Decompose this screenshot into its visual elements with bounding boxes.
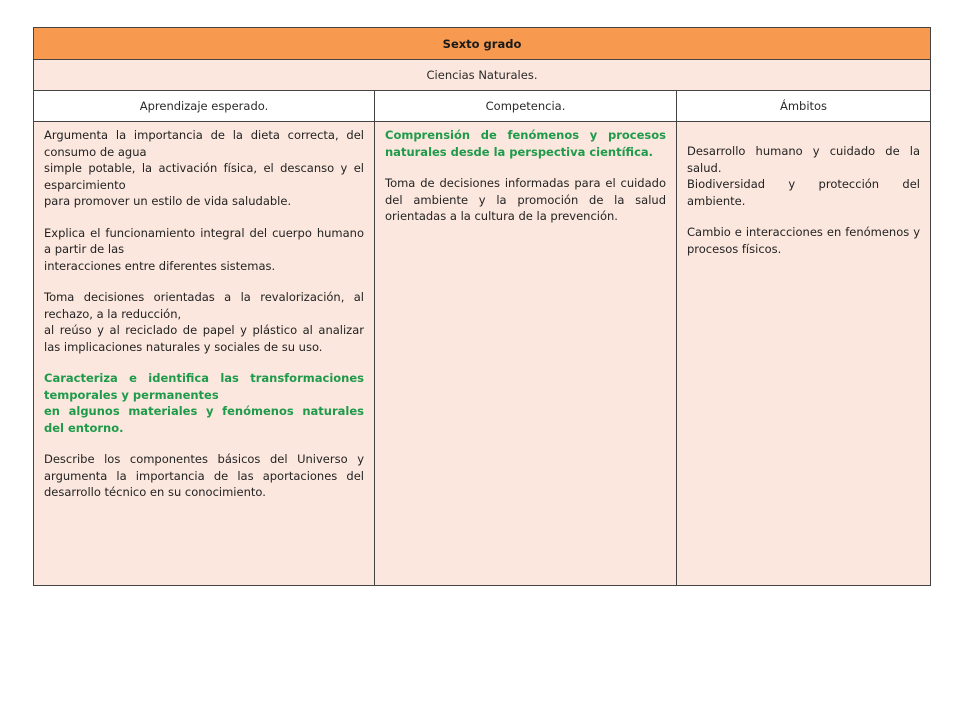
aprendizaje-1 xyxy=(44,127,364,210)
competencia-2: Toma de decisiones informadas para el cuidado del ambiente y la promoción de la salud orientadas a la cultura de la prevención. xyxy=(385,176,666,223)
aprendizaje-1-line-3: para promover un estilo de vida saludable. xyxy=(44,194,292,208)
aprendizaje-2-line-2: interacciones entre diferentes sistemas. xyxy=(44,258,276,273)
ambito-3: Cambio e interacciones en fenómenos y procesos físicos. xyxy=(687,225,921,256)
aprendizaje-4-line-2: en algunos materiales y fenómenos naturales del entorno. xyxy=(44,404,364,435)
ambito-2: Biodiversidad y protección del ambiente. xyxy=(687,177,921,208)
aprendizaje-3-line-2: al reúso y al reciclado de papel y plástico al analizar las implicaciones naturales y sociales de su uso. xyxy=(44,323,364,354)
competencia-1-highlighted: Comprensión de fenómenos y procesos naturales desde la perspectiva científica. xyxy=(385,128,666,159)
curriculum-table xyxy=(33,27,931,586)
aprendizajes-cell xyxy=(34,122,375,586)
aprendizaje-5-line-1: Describe los componentes básicos del Universo y argumenta la importancia de las aportaciones del desarrollo técnico en su conocimiento. xyxy=(44,452,364,499)
aprendizaje-2-line-1: Explica el funcionamiento integral del cuerpo humano a partir de las xyxy=(44,225,364,256)
ambitos-cell xyxy=(677,122,931,586)
aprendizaje-2 xyxy=(44,225,364,275)
aprendizaje-1-line-2: simple potable, la activación física, el descanso y el esparcimiento xyxy=(44,161,364,192)
header-row xyxy=(34,91,931,122)
aprendizaje-5 xyxy=(44,451,364,501)
content-row xyxy=(34,122,931,586)
header-ambitos: Ámbitos xyxy=(677,91,931,122)
header-competencia: Competencia. xyxy=(375,91,677,122)
subject-title: Ciencias Naturales. xyxy=(34,60,931,91)
ambito-1: Desarrollo humano y cuidado de la salud. xyxy=(687,144,921,175)
grade-title: Sexto grado xyxy=(34,28,931,60)
aprendizaje-1-line-1: Argumenta la importancia de la dieta correcta, del consumo de agua xyxy=(44,128,364,159)
aprendizaje-3-line-1: Toma decisiones orientadas a la revalorización, al rechazo, a la reducción, xyxy=(44,290,364,321)
competencias-cell xyxy=(375,122,677,586)
aprendizaje-4-line-1: Caracteriza e identifica las transformaciones temporales y permanentes xyxy=(44,371,364,402)
title-row xyxy=(34,28,931,60)
subject-row xyxy=(34,60,931,91)
header-aprendizaje: Aprendizaje esperado. xyxy=(34,91,375,122)
aprendizaje-3 xyxy=(44,289,364,355)
aprendizaje-4-highlighted xyxy=(44,370,364,436)
